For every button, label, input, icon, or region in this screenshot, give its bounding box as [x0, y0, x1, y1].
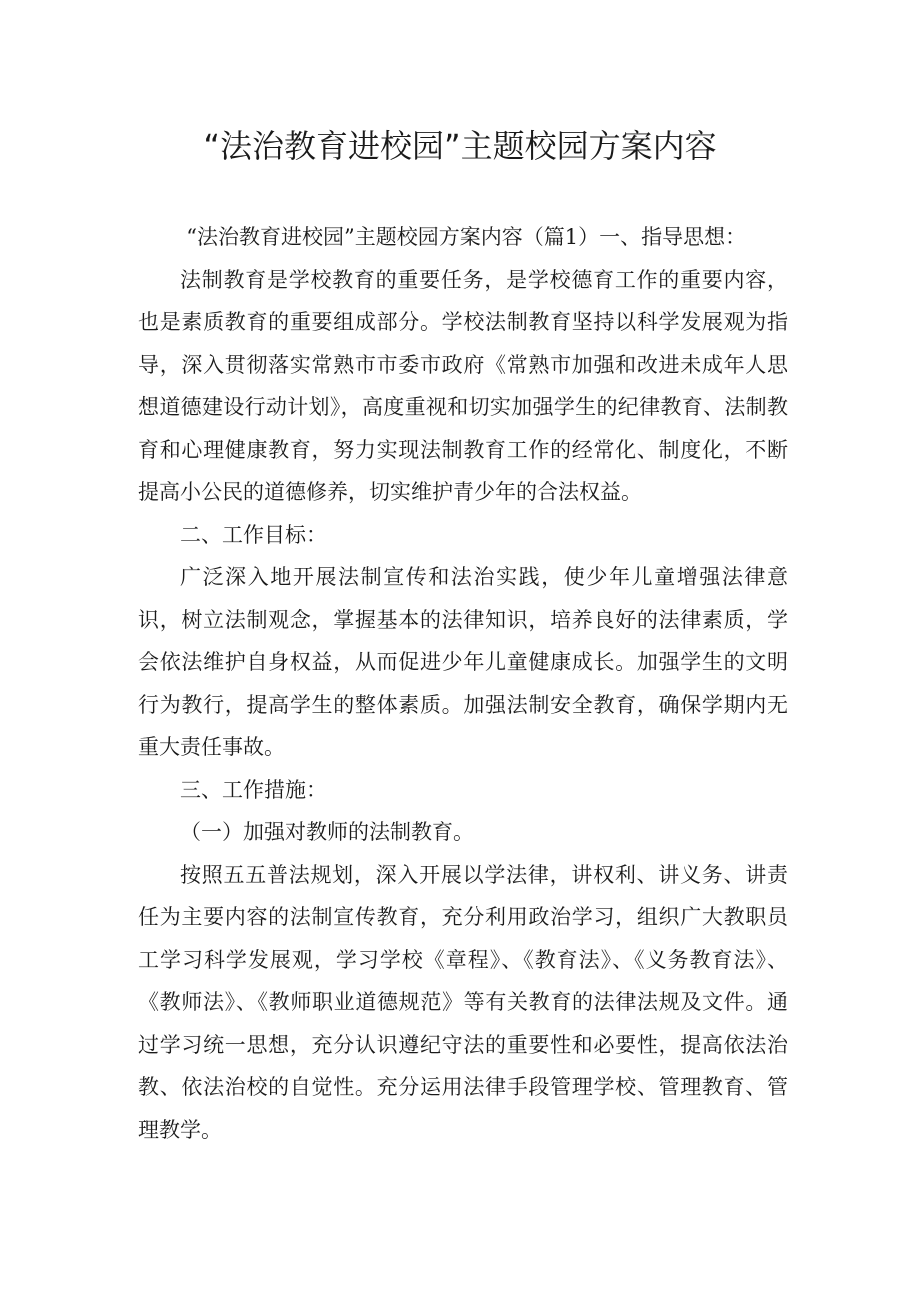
- paragraph-teacher-education-text: 按照五五普法规划，深入开展以学法律，讲权利、讲义务、讲责任为主要内容的法制宣传教育，充分利用政治学习，组织广大教职员工学习科学发展观，学习学校《章程》、《教育法》、《义务教育法》、《教师法》、《教师职业道德规范》等有关教育的法律法规及文件。通过学习统一思想，充分认识遵纪守法的重要性和必要性，提高依法治教、依法治校的自觉性。充分运用法律手段管理学校、管理教育、管理教学。: [138, 862, 788, 1142]
- paragraph-heading-guiding-ideology: “法治教育进校园”主题校园方案内容（篇1）一、指导思想：: [186, 225, 747, 249]
- paragraph-heading-work-measures: 三、工作措施：: [180, 777, 327, 802]
- paragraph-work-goals-text: 广泛深入地开展法制宣传和法治实践，使少年儿童增强法律意识，树立法制观念，掌握基本的法律知识，培养良好的法律素质，学会依法维护自身权益，从而促进少年儿童健康成长。加强学生的文明行为教行，提高学生的整体素质。加强法制安全教育，确保学期内无重大责任事故。: [138, 565, 788, 759]
- document-body: [138, 216, 788, 1151]
- paragraph-subheading-teacher-education: （一）加强对教师的法制教育。: [180, 820, 474, 844]
- paragraph-heading-work-goals: 二、工作目标：: [180, 522, 327, 547]
- paragraph-guiding-ideology-text: 法制教育是学校教育的重要任务，是学校德育工作的重要内容，也是素质教育的重要组成部分。学校法制教育坚持以科学发展观为指导，深入贯彻落实常熟市市委市政府《常熟市加强和改进未成年人思想道德建设行动计划》，高度重视和切实加强学生的纪律教育、法制教育和心理健康教育，努力实现法制教育工作的经常化、制度化，不断提高小公民的道德修养，切实维护青少年的合法权益。: [138, 267, 788, 504]
- document-title: “法治教育进校园”主题校园方案内容: [203, 127, 717, 165]
